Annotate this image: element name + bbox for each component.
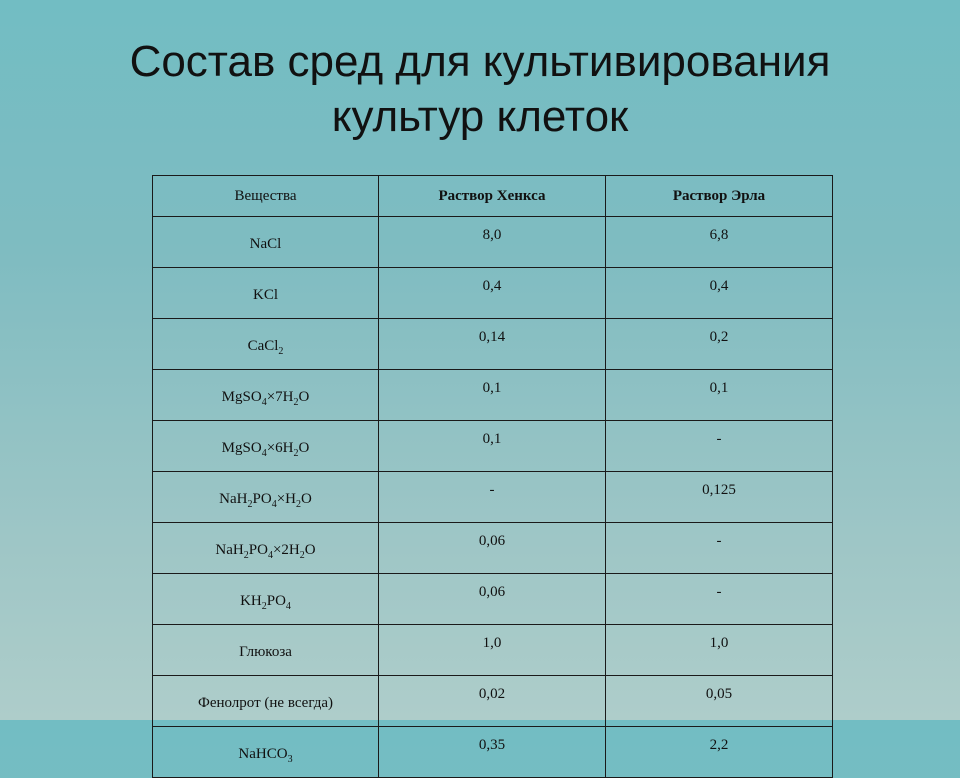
cell-earle-value: 2,2 [606,727,833,778]
table-row [153,319,833,370]
cell-hanks-value: 8,0 [379,217,606,268]
cell-substance: NaHCO$_3$ [153,727,379,778]
header-substances: Вещества [153,176,379,217]
slide-title-line-2: культур клеток [331,92,629,141]
cell-hanks-value: 0,14 [379,319,606,370]
header-hanks-solution: Раствор Хенкса [379,176,606,217]
cell-substance: NaCl [153,217,379,268]
cell-hanks-value: 0,06 [379,574,606,625]
cell-earle-value: 0,05 [606,676,833,727]
cell-substance: $MgSO_4\times 7H_2O$ [153,370,379,421]
cell-substance: Фенолрот (не всегда) [153,676,379,727]
table-row [153,523,833,574]
table-row [153,268,833,319]
table-header-row [153,176,833,217]
header-earle-solution: Раствор Эрла [606,176,833,217]
cell-earle-value: - [606,421,833,472]
cell-earle-value: - [606,523,833,574]
cell-substance: $NaH_2PO_4\times 2H_2O$ [153,523,379,574]
table-row [153,676,833,727]
cell-substance: CaCl$_2$ [153,319,379,370]
cell-earle-value: 0,4 [606,268,833,319]
cell-earle-value: 0,2 [606,319,833,370]
cell-substance: Глюкоза [153,625,379,676]
cell-hanks-value: 0,35 [379,727,606,778]
cell-substance: $MgSO_4\times 6H_2O$ [153,421,379,472]
table-row [153,574,833,625]
cell-earle-value: 6,8 [606,217,833,268]
cell-hanks-value: 1,0 [379,625,606,676]
cell-hanks-value: 0,1 [379,421,606,472]
cell-earle-value: 0,125 [606,472,833,523]
table-row [153,421,833,472]
cell-earle-value: 0,1 [606,370,833,421]
table-row [153,217,833,268]
cell-hanks-value: 0,06 [379,523,606,574]
cell-substance: $NaH_2PO_4\times H_2O$ [153,472,379,523]
table-body [153,217,833,778]
table-row [153,727,833,778]
slide-title-line-1: Состав сред для культивирования [129,37,831,86]
table-row [153,472,833,523]
cell-substance: KCl [153,268,379,319]
cell-substance: $KH_2PO_4$ [153,574,379,625]
cell-earle-value: - [606,574,833,625]
slide-title [0,34,960,144]
media-composition-table [152,175,833,778]
table-row [153,370,833,421]
table-row [153,625,833,676]
cell-earle-value: 1,0 [606,625,833,676]
cell-hanks-value: 0,02 [379,676,606,727]
cell-hanks-value: 0,1 [379,370,606,421]
cell-hanks-value: - [379,472,606,523]
cell-hanks-value: 0,4 [379,268,606,319]
